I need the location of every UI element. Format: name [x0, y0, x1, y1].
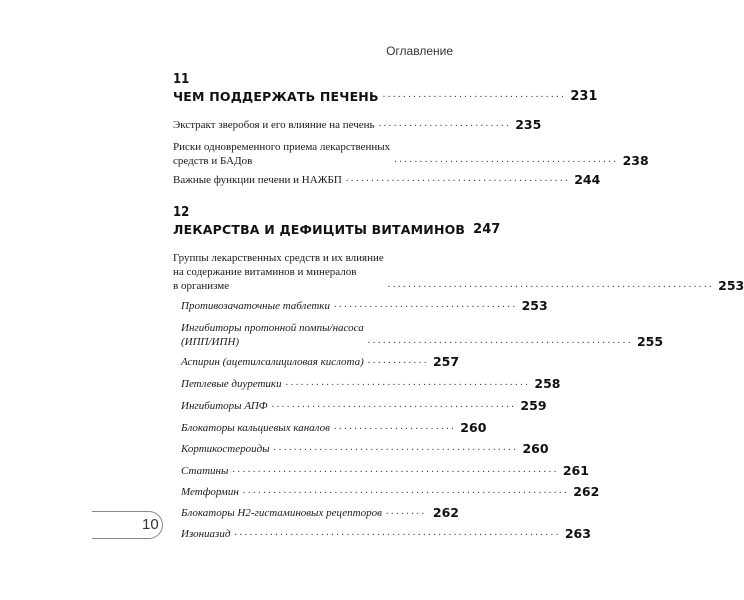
dot-leader: ............................................ [345, 173, 571, 184]
page-reference: 257 [432, 354, 460, 369]
page-reference: 253 [718, 278, 744, 293]
dot-leader: ............................................ [394, 154, 619, 165]
subentry-title: Статины [181, 465, 229, 477]
subentry-title: Аспирин (ацетилсалициловая кислота) [181, 356, 364, 368]
dot-leader: .................................................... [367, 335, 633, 346]
entry-title: Важные функции печени и НАЖБП [173, 174, 342, 186]
toc-subentry[interactable] [181, 376, 561, 391]
page-reference: 231 [570, 89, 598, 104]
subentry-title: Ингибиторы АПФ [181, 400, 268, 412]
toc-subentry[interactable] [181, 298, 548, 313]
page-reference: 235 [515, 117, 542, 132]
toc-entry[interactable] [173, 172, 601, 187]
toc-subentry[interactable] [181, 463, 589, 478]
running-head: Оглавление [386, 44, 453, 58]
chapter-title: ЧЕМ ПОДДЕРЖАТЬ ПЕЧЕНЬ [173, 89, 379, 104]
toc-subentry[interactable] [181, 321, 664, 349]
dot-leader: .................................... [382, 89, 567, 100]
chapter-title: ЛЕКАРСТВА И ДЕФИЦИТЫ ВИТАМИНОВ [173, 222, 466, 237]
toc-entry[interactable] [173, 251, 744, 293]
dot-leader: ................................................ [285, 377, 531, 388]
subentry-title: Петлевые диуретики [181, 378, 282, 390]
chapter-title-row[interactable] [173, 222, 501, 237]
page-reference: 247 [473, 222, 501, 237]
toc-subentry[interactable] [181, 526, 591, 541]
page-reference: 244 [574, 172, 601, 187]
subentry-title: Ингибиторы протонной помпы/насоса (ИПП/ИПН) [181, 322, 364, 348]
page-reference: 238 [622, 153, 649, 168]
page-reference: 263 [564, 526, 591, 541]
page-reference: 253 [521, 298, 548, 313]
subentry-title: Изониазид [181, 528, 231, 540]
dot-leader: ................................................................ [387, 279, 715, 290]
dot-leader: ................................................ [271, 399, 517, 410]
subentry-title: Блокаторы кальциевых каналов [181, 422, 330, 434]
page-reference: 261 [562, 463, 589, 478]
entry-title: Экстракт зверобоя и его влияние на печень [173, 119, 375, 131]
toc-subentry[interactable] [181, 441, 549, 456]
entry-title: Группы лекарственных средств и их влияние на содержание витаминов и минералов в организме [173, 252, 384, 292]
toc-subentry[interactable] [181, 354, 459, 369]
toc-subentry[interactable] [181, 420, 487, 435]
page-reference: 258 [534, 376, 561, 391]
toc-entry[interactable] [173, 140, 649, 168]
chapter-title-row[interactable] [173, 89, 598, 104]
dot-leader: ................................................................ [242, 485, 570, 496]
toc-subentry[interactable] [181, 484, 600, 499]
page-reference: 262 [573, 484, 600, 499]
subentry-title: Противозачаточные таблетки [181, 300, 330, 312]
subentry-title: Кортикостероиды [181, 443, 270, 455]
page-reference: 255 [636, 334, 664, 349]
dot-leader: ........................ [333, 421, 457, 432]
dot-leader: ............ [367, 355, 429, 366]
page-reference: 259 [520, 398, 547, 413]
subentry-title: Блокаторы H2-гистаминовых рецепторов [181, 507, 382, 519]
toc-subentry[interactable] [181, 505, 459, 520]
chapter-number: 11 [173, 72, 190, 87]
entry-title: Риски одновременного приема лекарственных средств и БАДов [173, 141, 391, 167]
page-reference: 260 [522, 441, 549, 456]
toc-entry[interactable] [173, 117, 542, 132]
chapter-number: 12 [173, 205, 190, 220]
dot-leader: ................................................................ [234, 527, 561, 538]
page-reference: 260 [460, 420, 487, 435]
dot-leader: .................................... [333, 299, 518, 310]
page-reference: 262 [432, 505, 459, 520]
toc-subentry[interactable] [181, 398, 547, 413]
dot-leader: ........ [385, 506, 427, 517]
dot-leader: ................................................ [273, 442, 519, 453]
page-number: 10 [142, 516, 159, 533]
subentry-title: Метформин [181, 486, 239, 498]
dot-leader: .......................... [378, 118, 512, 129]
dot-leader: ................................................................ [232, 464, 559, 475]
